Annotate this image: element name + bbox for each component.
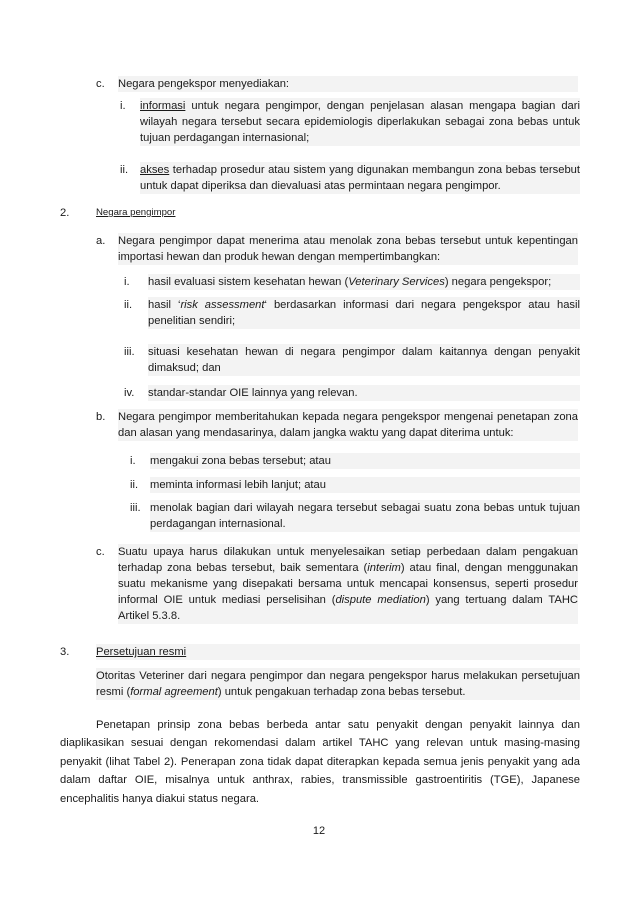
subitem-menolak: menolak bagian dari wilayah negara tersebut sebagai suatu zona bebas untuk tujuan perdagangan internasional. (150, 502, 580, 530)
section-2-title: Negara pengimpor (96, 207, 176, 218)
subitem-marker: iii. (124, 346, 135, 358)
subitem-italic: risk assessment (180, 299, 265, 311)
subitem-mengakui: mengakui zona bebas tersebut; atau (150, 453, 580, 469)
subitem-text: terhadap prosedur atau sistem yang digunakan membangun zona bebas tersebut untuk dapat diperiksa dan dievaluasi atas permintaan negara pengimpor. (140, 164, 580, 192)
subitem-text: ) negara pengekspor; (444, 276, 552, 288)
subitem-marker: i. (124, 276, 130, 288)
paragraph-text: ) yang tertuang dalam TAHC Artikel 5.3.8. (118, 594, 578, 622)
subitem-marker: ii. (124, 299, 133, 311)
subitem-text: untuk negara pengimpor, dengan penjelasan alasan mengapa bagian dari wilayah negara tersebut secara epidemiologis diperlakukan sebagai zona bebas untuk tujuan perdagangan internasional; (140, 100, 580, 144)
section-3-text (96, 668, 580, 700)
closing-paragraph: Penetapan prinsip zona bebas berbeda antar satu penyakit dengan penyakit lainnya dan diaplikasikan sesuai dengan rekomendasi dalam artikel TAHC yang relevan untuk masing-masing penyakit (lihat Tabel 2). Penerapan zona tidak dapat diterapkan kepada semua jenis penyakit yang ada dalam daftar OIE, misalnya untuk anthrax, rabies, transmissible gastroentiritis (TGE), Japanese encephalitis hanya diakui status negara. (60, 719, 580, 805)
subitem-informasi (140, 98, 580, 146)
item-a-marker: a. (96, 235, 106, 247)
item-c-marker: c. (96, 78, 105, 90)
subitem-akses (140, 162, 580, 194)
subitem-text: ‘ berdasarkan informasi dari negara pengekspor atau hasil penelitian sendiri; (148, 299, 580, 327)
subitem-meminta: meminta informasi lebih lanjut; atau (150, 477, 580, 493)
paragraph-text: Otoritas Veteriner dari negara pengimpor dan negara pengekspor harus melakukan persetujuan resmi ( (96, 670, 580, 698)
item-c-export-text: Negara pengekspor menyediakan: (118, 76, 578, 92)
subitem-marker: ii. (120, 164, 129, 176)
item-b-marker: b. (96, 411, 106, 423)
paragraph-italic: formal agreement (130, 686, 218, 698)
subitem-veterinary-services (148, 274, 580, 290)
section-3-marker: 3. (60, 646, 70, 658)
item-b-text: Negara pengimpor memberitahukan kepada negara pengekspor mengenai penetapan zona dan alasan yang mendasarinya, dalam jangka waktu yang dapat diterima untuk: (118, 411, 578, 439)
paragraph-text: ) atau final, dengan menggunakan suatu mekanisme yang disepakati bersama untuk mencapai konsensus, seperti prosedur informal OIE untuk mediasi perselisihan ( (118, 562, 578, 606)
paragraph-text: ) untuk pengakuan terhadap zona bebas tersebut. (217, 686, 466, 698)
subitem-text: hasil ‘ (148, 299, 181, 311)
paragraph-italic: interim (367, 562, 401, 574)
section-3-title: Persetujuan resmi (96, 644, 580, 660)
subitem-marker: iii. (130, 502, 141, 514)
subitem-marker: iv. (124, 387, 135, 399)
item-a-text: Negara pengimpor dapat menerima atau menolak zona bebas tersebut untuk kepentingan importasi hewan dan produk hewan dengan mempertimbangkan: (118, 235, 578, 263)
subitem-marker: i. (130, 455, 136, 467)
item-c-import-text (118, 544, 578, 624)
subitem-situasi: situasi kesehatan hewan di negara pengimpor dalam kaitannya dengan penyakit dimaksud; dan (148, 346, 580, 374)
subitem-risk-assessment (148, 297, 580, 329)
subitem-italic: Veterinary Services (348, 276, 445, 288)
item-c-import-marker: c. (96, 546, 105, 558)
akses-link-text: akses (140, 164, 170, 176)
subitem-marker: i. (120, 100, 126, 112)
paragraph-italic: dispute mediation (335, 594, 426, 606)
informasi-link-text: informasi (140, 100, 186, 112)
subitem-text: hasil evaluasi sistem kesehatan hewan ( (148, 276, 349, 288)
section-2-marker: 2. (60, 207, 70, 219)
subitem-standar: standar-standar OIE lainnya yang relevan. (148, 385, 580, 401)
subitem-marker: ii. (130, 479, 139, 491)
page-number: 12 (312, 825, 326, 837)
paragraph-text: Suatu upaya harus dilakukan untuk menyelesaikan setiap perbedaan dalam pengakuan terhadap zona bebas tersebut, baik sementara ( (118, 546, 578, 574)
